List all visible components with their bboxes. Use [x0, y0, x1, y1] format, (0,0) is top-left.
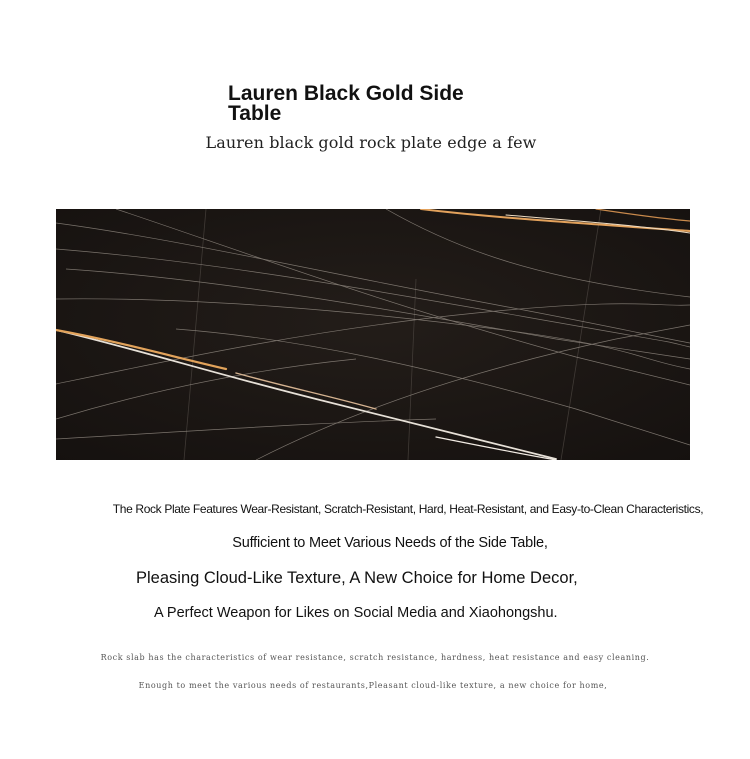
feature-line-3: Pleasing Cloud-Like Texture, A New Choice for Home Decor, — [136, 569, 578, 587]
footnote-line-2: Enough to meet the various needs of restaurants,Pleasant cloud-like texture, a new choice for home, — [138, 681, 608, 690]
page-subtitle: Lauren black gold rock plate edge a few — [205, 133, 537, 152]
footnote-line-1: Rock slab has the characteristics of wear resistance, scratch resistance, hardness, heat resistance and easy cleaning. — [100, 653, 650, 662]
page-title: Lauren Black Gold Side Table — [228, 82, 464, 125]
marble-slab-image — [56, 209, 690, 460]
feature-line-1: The Rock Plate Features Wear-Resistant, Scratch-Resistant, Hard, Heat-Resistant, and Easy-to-Clean Characteristics, — [112, 502, 704, 516]
feature-line-2: Sufficient to Meet Various Needs of the Side Table, — [232, 535, 548, 551]
feature-line-4: A Perfect Weapon for Likes on Social Media and Xiaohongshu. — [154, 605, 558, 621]
